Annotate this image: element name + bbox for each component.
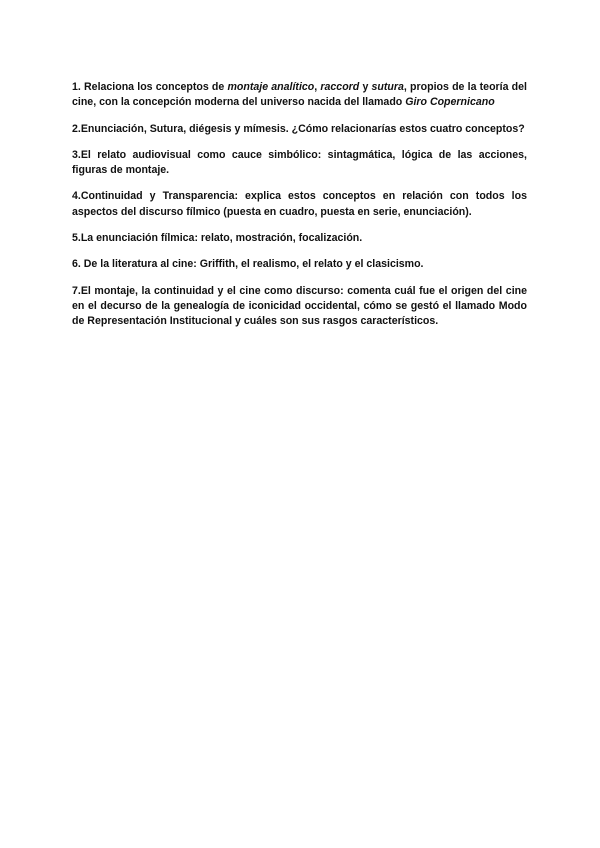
question-1 bbox=[72, 80, 527, 111]
question-list bbox=[72, 80, 527, 341]
term-raccord: raccord bbox=[320, 81, 360, 93]
question-2 bbox=[72, 122, 527, 137]
question-6-text: 6. De la literatura al cine: Griffith, el realismo, el relato y el clasicismo. bbox=[72, 258, 424, 271]
question-1-text: y bbox=[359, 81, 372, 93]
question-3 bbox=[72, 148, 527, 179]
question-3-text: 3.El relato audiovisual como cauce simbólico: sintagmática, lógica de las acciones, figuras de montaje. bbox=[72, 148, 527, 177]
term-montaje-analitico: montaje analítico bbox=[227, 81, 315, 93]
question-5 bbox=[72, 231, 527, 246]
question-5-text: 5.La enunciación fílmica: relato, mostración, focalización. bbox=[72, 232, 363, 245]
question-2-text: 2.Enunciación, Sutura, diégesis y mímesis. ¿Cómo relacionarías estos cuatro conceptos? bbox=[72, 122, 525, 135]
question-1-text: 1. Relaciona los conceptos de bbox=[72, 81, 228, 93]
question-4-text: 4.Continuidad y Transparencia: explica estos conceptos en relación con todos los aspectos del discurso fílmico (puesta en cuadro, puesta en serie, enunciación). bbox=[72, 190, 527, 218]
term-sutura: sutura bbox=[371, 81, 404, 93]
question-1-text: , propios de la teoría del cine, con la concepción moderna del universo nacida del llamado bbox=[72, 81, 527, 109]
question-4 bbox=[72, 189, 527, 220]
question-7 bbox=[72, 284, 527, 330]
term-giro-copernicano: Giro Copernicano bbox=[405, 96, 495, 109]
question-1-text: , bbox=[314, 81, 321, 93]
question-7-text: 7.El montaje, la continuidad y el cine como discurso: comenta cuál fue el origen del cine en el decurso de la genealogía de iconicidad occidental, cómo se gestó el llamado Modo de Representación Institucional y cuáles son sus rasgos característicos. bbox=[72, 284, 527, 328]
question-6 bbox=[72, 257, 527, 272]
